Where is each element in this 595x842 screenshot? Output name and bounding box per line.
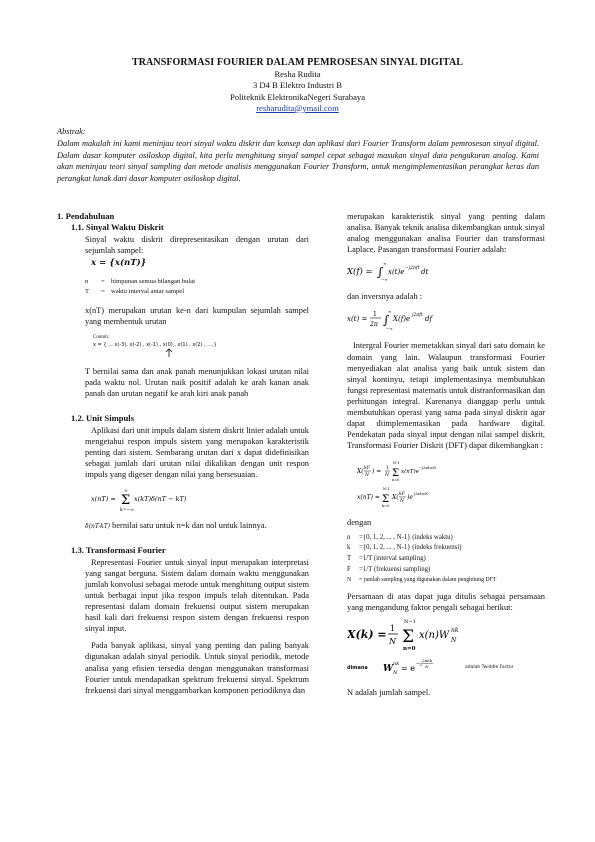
svg-text:)e: )e	[407, 494, 413, 502]
paper-header	[60, 56, 535, 114]
definition-symbol: T	[85, 288, 90, 296]
section-heading-pendahuluan: 1. Pendahuluan	[57, 211, 115, 221]
svg-text:W: W	[383, 664, 394, 675]
svg-text:Σ: Σ	[392, 468, 400, 480]
svg-text:X(f)e: X(f)e	[393, 315, 411, 324]
svg-text:N-1: N-1	[393, 461, 400, 466]
variable-row-F	[347, 565, 545, 576]
svg-text:Σ: Σ	[121, 493, 131, 509]
author-name: Resha Rudita	[274, 69, 321, 80]
svg-text:1: 1	[386, 466, 389, 472]
subsection-heading-sinyal-waktu-diskrit: 1.1. Sinyal Waktu Diskrit	[71, 222, 164, 233]
paragraph-sinyal-waktu-diskrit: Sinyal waktu diskrit direpresentasikan dengan urutan dari sejumlah sampel:	[85, 234, 309, 255]
svg-text:k=0: k=0	[382, 504, 390, 509]
svg-text:2π: 2π	[370, 321, 378, 329]
variable-text: = jumlah sampling yang digunakan dalam penghitung DFT	[359, 577, 497, 583]
svg-text:n=0: n=0	[392, 478, 400, 483]
svg-text:x(n)W: x(n)W	[419, 630, 450, 642]
svg-text:x(t)e: x(t)e	[388, 268, 405, 277]
svg-text:Σ: Σ	[382, 494, 390, 506]
abstract	[57, 126, 539, 185]
svg-text:= e: = e	[401, 664, 415, 674]
dft-pair-formula	[347, 459, 537, 511]
paragraph-dengan: dengan	[347, 518, 372, 528]
equation-dft-pair	[347, 459, 545, 511]
svg-text:N: N	[365, 473, 369, 479]
variable-text: =1/T (interval sampling)	[359, 555, 426, 563]
paragraph-xnt: x(nT) merupakan urutan ke-n dari kumpulan sejumlah sampel yang membentuk urutan	[85, 306, 309, 327]
svg-text:−j2πkn/N: −j2πkn/N	[419, 466, 437, 471]
twiddle-label: adalah Twiddle Factor	[465, 665, 514, 671]
equation-inverse-fourier	[347, 306, 545, 332]
svg-text:Σ: Σ	[402, 627, 415, 648]
abstract-label: Abstrak:	[57, 127, 86, 136]
svg-text:N−1: N−1	[404, 619, 416, 626]
svg-text:X(k) =: X(k) =	[347, 628, 387, 642]
svg-text:x(nT)e: x(nT)e	[401, 469, 419, 476]
variable-symbol: k	[347, 544, 351, 552]
svg-text:N: N	[393, 670, 398, 677]
variable-symbol: F	[347, 566, 351, 574]
subsection-heading-transformasi-fourier: 1.3. Transformasi Fourier	[71, 545, 166, 556]
svg-text:−∞: −∞	[386, 326, 393, 332]
subsection-heading-unit-simpuls: 1.2. Unit Simpuls	[71, 413, 135, 424]
svg-text:−j2πft: −j2πft	[405, 266, 420, 272]
svg-text:N: N	[385, 473, 389, 479]
svg-text:N-1: N-1	[383, 487, 390, 492]
svg-text:nk: nk	[451, 627, 459, 635]
variable-text: =1/T (frekuensi sampling)	[359, 566, 431, 574]
definition-equals: =	[101, 288, 105, 296]
variable-symbol: N	[347, 577, 352, 583]
svg-text:N: N	[425, 664, 429, 670]
svg-text:j2πkn/N: j2πkn/N	[414, 492, 429, 497]
definition-text: himpunan semua bilangan bulat	[111, 278, 196, 286]
variable-list	[347, 533, 545, 586]
example-block	[93, 335, 309, 358]
svg-text:2πnk: 2πnk	[422, 658, 433, 664]
zero-arrow-icon	[153, 348, 273, 358]
svg-text:1: 1	[390, 624, 396, 634]
equation-fourier-transform	[347, 259, 545, 283]
variable-row-k	[347, 543, 545, 554]
svg-text:x(nT) =: x(nT) =	[357, 494, 380, 502]
variable-row-T	[347, 554, 545, 565]
svg-text:∞: ∞	[124, 489, 128, 495]
variable-text: ={0, 1, 2, ... , N-1} (indeks frekuensi)	[359, 544, 462, 552]
svg-text:kF: kF	[399, 492, 405, 498]
equation-convolution	[91, 486, 309, 512]
svg-text:dt: dt	[421, 268, 429, 277]
paragraph-persamaan: Persamaan di atas dapat juga ditulis sebagai persamaan yang mengandung faktor pengali sebagai berikut:	[347, 592, 545, 613]
paragraph-fourier-representation: Representasi Fourier untuk sinyal input merupakan interpretasi yang sangat berguna. Sistem dalam domain waktu menggunakan jumlah konvolusi sebagai metode untuk menghitung output sistem untuk berbagai input jika respon impuls telah ditentukan. Pada representasi dalam domain frekuensi output sistem merupakan hasil kali dari frekuensi respon sistem dengan frekuensi respon sinyal input.	[85, 557, 309, 634]
variable-symbol: T	[347, 555, 352, 563]
svg-text:) =: ) =	[372, 468, 382, 476]
svg-text:X(: X(	[357, 468, 364, 476]
svg-text:x(t) =: x(t) =	[347, 315, 368, 324]
variable-text: ={0, 1, 2, ... , N-1} (indeks waktu)	[359, 533, 453, 541]
svg-text:N: N	[451, 637, 457, 645]
left-column	[57, 211, 309, 696]
example-label: Contoh:	[93, 335, 110, 341]
svg-text:−∞: −∞	[381, 277, 388, 283]
svg-text:j2πft: j2πft	[412, 313, 423, 319]
paragraph-periodic-signals: Pada banyak aplikasi, sinyal yang penting dan paling banyak digunakan adalah sinyal periodik. Untuk sinyal periodik, metode analisa yang efisien tersedia dengan menggunakan transformasi Fourier untuk mendapatkan spektrum frekuensi sinyal. Spektrum frekuensi dari sinyal menggambarkan komponen periodiknya dan	[85, 641, 309, 695]
delta-explanation: bernilai satu untuk n=k dan nol untuk lainnya.	[112, 521, 267, 531]
svg-text:∫: ∫	[383, 313, 390, 328]
definition-symbol: n	[85, 278, 89, 286]
fourier-transform-formula	[347, 259, 497, 283]
svg-text:∞: ∞	[383, 261, 387, 267]
svg-text:X(: X(	[392, 494, 399, 502]
svg-text:x(nT) =: x(nT) =	[91, 495, 116, 504]
svg-text:1: 1	[373, 311, 377, 319]
svg-text:∞: ∞	[388, 309, 392, 315]
author-email-link[interactable]: resharudita@ymail.com	[256, 102, 339, 113]
svg-text:n=0: n=0	[403, 646, 416, 652]
variable-row-N	[347, 576, 545, 585]
variable-row-n	[347, 533, 545, 544]
paragraph-inverse: dan inversnya adalah :	[347, 292, 423, 302]
convolution-sum-formula	[91, 486, 241, 512]
svg-text:X(f) =: X(f) =	[347, 267, 373, 278]
equation-dft-twiddle	[347, 617, 545, 651]
author-institution: Politeknik ElektronikaNegeri Surabaya	[229, 91, 366, 102]
definition-row-T	[85, 287, 309, 297]
author-class: 3 D4 B Elektro Industri B	[252, 80, 343, 91]
paper-title: TRANSFORMASI FOURIER DALAM PEMROSESAN SINYAL DIGITAL	[131, 57, 464, 68]
svg-text:k=−∞: k=−∞	[120, 508, 135, 513]
definition-text: waktu interval antar sampel	[111, 288, 185, 296]
paragraph-delta	[85, 520, 309, 531]
inverse-fourier-formula	[347, 306, 497, 332]
paragraph-karakteristik: merupakan karakteristik sinyal yang penting dalam analisa. Banyak teknik analisa dikembangkan untuk sinyal analog menggunakan analisa Fourier dan transformasi Laplace. Pasangan transformasi Fourier adalah:	[347, 212, 545, 255]
paragraph-arrow-explanation: T bernilai sama dan anak panah menunjukkan lokasi urutan nilai pada waktu nol. Urutan naik positif adalah ke arah kanan anak panah dan urutan negatif ke arah kiri anak panah	[85, 367, 309, 399]
definition-row-n	[85, 277, 309, 287]
abstract-text: Dalam makalah ini kami meninjau teori sinyal waktu diskrit dan konsep dan aplikasi dari Fourier Transform dalam pemrosesan sinyal digital. Dalam dasar komputer osiloskop digital, kita perlu menghitung sinyal sampel cepat sebagai masukan sinyal data pengukuran analog. Kami akan meninjau teori sinyal sampling dan metode analisis menggunakan Fourier Transform, untuk mengimplementasikan perangkat keras dan perangkat lunak dari dasar komputer osiloskop digital.	[57, 138, 539, 184]
dimana-label: dimana	[347, 665, 368, 672]
paragraph-integral-fourier: Intergral Fourier memetakkan sinyal dari satu domain ke domain yang lain. Walaupun transformasi Fourier menyediakan alat analisa yang baik untuk sistem dan sinyal kontinyu, tetapi implementasinya membutuhkan fungsi representasi matematis untuk distranformasikan dan perhitungan integral. Karenanya dianggap perlu untuk membutuhkan operasi yang sama pada sinyal diskrit agar dapat diimplementasikan pada hardware digital. Pendekatan pada sinyal input dengan nilai sampel diskrit, Transformasi Fourier Diskrit (DFT) dapat dikembangkan :	[347, 341, 545, 451]
paragraph-n-sampel: N adalah jumlah sampel.	[347, 688, 431, 698]
dft-twiddle-formula	[347, 617, 507, 651]
svg-text:df: df	[425, 315, 433, 324]
twiddle-factor-formula	[383, 655, 463, 677]
example-sequence: x = { ... x(-3), x(-2) , x(-1) , x(0) , x(1) , x(2) , ....}	[93, 341, 217, 348]
svg-text:N: N	[389, 637, 396, 647]
twiddle-factor-row	[347, 655, 545, 677]
svg-text:−j: −j	[416, 661, 422, 668]
equation-x-set: x = {x(nT)}	[91, 257, 147, 268]
variable-symbol: n	[347, 533, 351, 541]
svg-text:N: N	[400, 499, 404, 505]
right-column	[347, 211, 545, 699]
paragraph-unit-impuls: Aplikasi dari unit impuls dalam sistem diskrit linier adalah untuk mengetahui respon impuls sistem yang merupakan karakteristik penting dari sistem. Sembarang urutan dari x dapat didefinisikan sebagai jumlah dari urutan nilai dikalikan dengan unit respon impuls yang digeser dengan nilai yang bersesuaian.	[85, 425, 309, 480]
definition-equals: =	[101, 278, 105, 286]
svg-text:∫: ∫	[377, 265, 384, 280]
svg-text:x(kT)δ(nT − kT): x(kT)δ(nT − kT)	[134, 495, 187, 504]
definition-list	[57, 277, 309, 297]
delta-symbol: δ(nT-kT)	[85, 523, 111, 531]
svg-text:nk: nk	[393, 661, 400, 668]
svg-text:kF: kF	[364, 466, 370, 472]
